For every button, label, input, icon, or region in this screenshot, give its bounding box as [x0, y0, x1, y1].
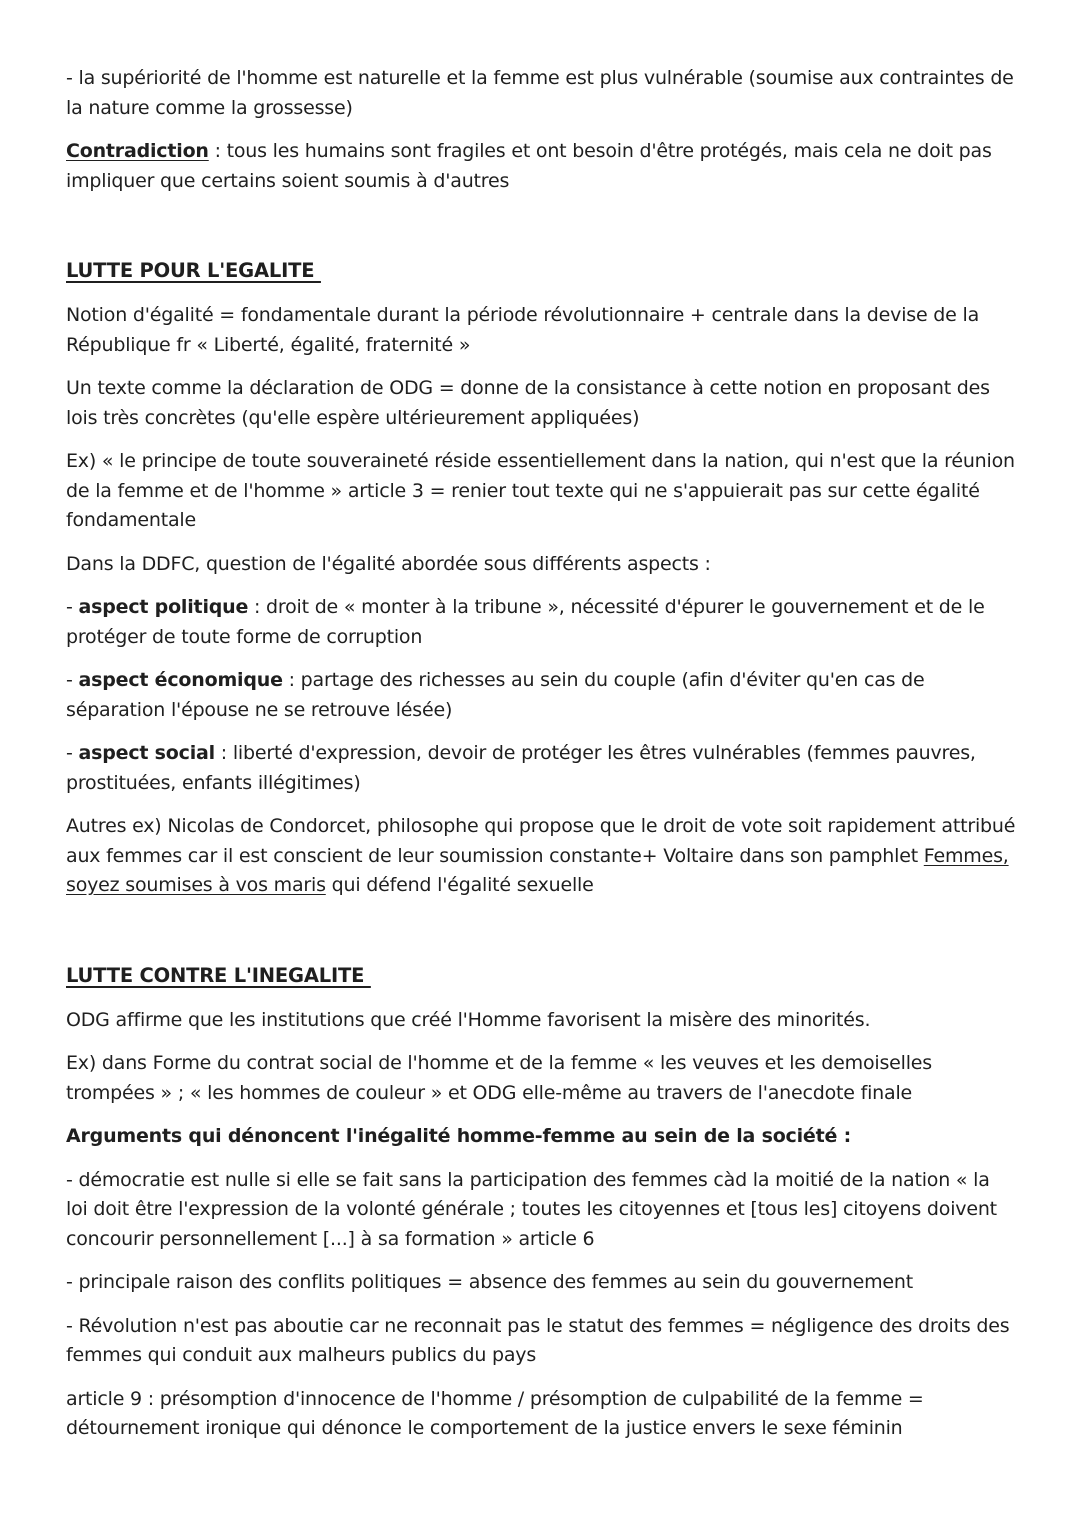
aspect-item: - aspect politique : droit de « monter à la tribune », nécessité d'épurer le gouvernement et de le protéger de toute forme de corruption — [66, 596, 985, 648]
section-heading-inegalite: LUTTE CONTRE L'INEGALITE — [66, 963, 371, 987]
paragraph: Ex) dans Forme du contrat social de l'homme et de la femme « les veuves et les demoiselles trompées » ; « les hommes de couleur » et ODG elle-même au travers de l'anecdote finale — [66, 1052, 932, 1104]
paragraph: article 9 : présomption d'innocence de l'homme / présomption de culpabilité de la femme = détournement ironique qui dénonce le comportement de la justice envers le sexe féminin — [66, 1387, 924, 1439]
argument-item: - démocratie est nulle si elle se fait sans la participation des femmes càd la moitié de la nation « la loi doit être l'expression de la volonté générale ; toutes les citoyennes et [tous les] citoyens doivent concourir personnellement [...] à sa formation » article 6 — [66, 1168, 997, 1250]
section-heading-egalite: LUTTE POUR L'EGALITE — [66, 259, 321, 282]
paragraph: ODG affirme que les institutions que créé l'Homme favorisent la misère des minorités. — [66, 1008, 871, 1031]
contradiction-paragraph — [66, 137, 1016, 196]
paragraph: Un texte comme la déclaration de ODG = donne de la consistance à cette notion en proposant des lois très concrètes (qu'elle espère ultérieurement appliquées) — [66, 377, 990, 429]
aspect-item: - aspect social : liberté d'expression, devoir de protéger les êtres vulnérables (femmes pauvres, prostituées, enfants illégitimes) — [66, 742, 976, 794]
document-page — [66, 64, 1016, 1444]
intro-bullet: - la supériorité de l'homme est naturelle et la femme est plus vulnérable (soumise aux contraintes de la nature comme la grossesse) — [66, 67, 1014, 119]
pamphlet-title: Femmes, soyez soumises à vos maris — [66, 844, 1009, 896]
paragraph: Dans la DDFC, question de l'égalité abordée sous différents aspects : — [66, 552, 711, 575]
contradiction-text: : tous les humains sont fragiles et ont besoin d'être protégés, mais cela ne doit pas impliquer que certains soient soumis à d'autres — [66, 140, 992, 192]
paragraph-other-examples: Autres ex) Nicolas de Condorcet, philosophe qui propose que le droit de vote soit rapidement attribué aux femmes car il est conscient de leur soumission constante+ Voltaire dans son pamphlet Femmes, soyez soumises à vos maris qui défend l'égalité sexuelle — [66, 815, 1016, 896]
aspect-item: - aspect économique : partage des richesses au sein du couple (afin d'éviter qu'en cas de séparation l'épouse ne se retrouve lésée) — [66, 669, 925, 721]
paragraph: Notion d'égalité = fondamentale durant la période révolutionnaire + centrale dans la devise de la République fr « Liberté, égalité, fraternité » — [66, 304, 980, 356]
argument-item: - principale raison des conflits politiques = absence des femmes au sein du gouvernement — [66, 1271, 913, 1293]
contradiction-label: Contradiction — [66, 140, 209, 162]
argument-item: - Révolution n'est pas aboutie car ne reconnait pas le statut des femmes = négligence des droits des femmes qui conduit aux malheurs publics du pays — [66, 1314, 1010, 1366]
arguments-heading: Arguments qui dénoncent l'inégalité homme-femme au sein de la société : — [66, 1125, 851, 1147]
paragraph: Ex) « le principe de toute souveraineté réside essentiellement dans la nation, qui n'est que la réunion de la femme et de l'homme » article 3 = renier tout texte qui ne s'appuierait pas sur cette égalité fondamentale — [66, 450, 1015, 531]
